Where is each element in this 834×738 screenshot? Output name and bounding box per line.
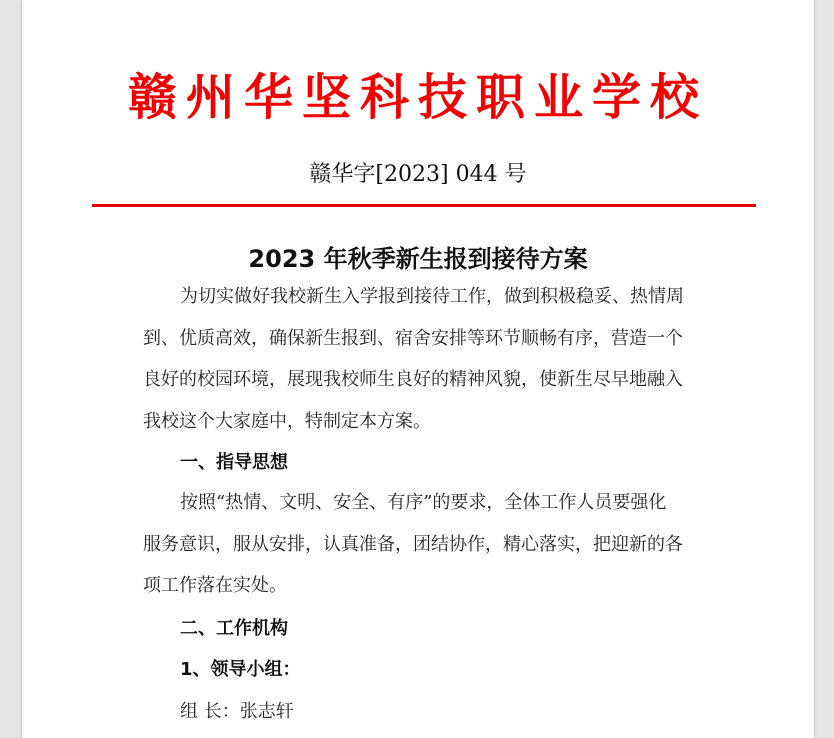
section-heading-work-organization: 二、工作机构 [180,618,288,639]
paragraph-line: 服务意识，服从安排，认真准备，团结协作，精心落实，把迎新的各 [143,533,683,555]
document-page [22,0,814,738]
document-title: 2023 年秋季新生报到接待方案 [248,245,588,273]
paragraph-line: 按照“热情、文明、安全、有序”的要求，全体工作人员要强化 [180,492,667,513]
school-name-header: 赣州华坚科技职业学校 [127,69,708,126]
intro-paragraph [143,276,703,442]
paragraph-line: 良好的校园环境，展现我校师生良好的精神风貌，使新生尽早地融入 [143,369,683,390]
subsection-heading-leadership-group: 1、领导小组： [180,659,301,680]
section-heading-guiding-ideology: 一、指导思想 [180,452,288,473]
paragraph-line: 我校这个大家庭中，特制定本方案。 [143,410,431,432]
guiding-ideology-paragraph [143,482,703,607]
leader-line: 组 长：张志轩 [180,701,294,722]
paragraph-line: 到、优质高效，确保新生报到、宿舍安排等环节顺畅有序，营造一个 [143,327,683,349]
paragraph-line: 项工作落在实处。 [143,575,287,596]
paragraph-line: 为切实做好我校新生入学报到接待工作，做到积极稳妥、热情周 [180,286,684,307]
document-number: 赣华字[2023] 044 号 [309,162,527,187]
red-divider-line [92,204,756,207]
